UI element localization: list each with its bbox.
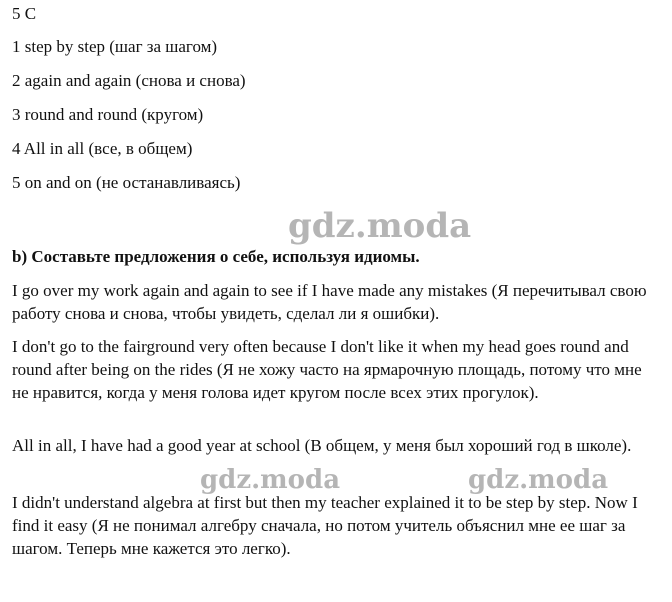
sentence-2: I don't go to the fairground very often because I don't like it when my head goes round and round after being on the rides (Я не хожу часто на ярмарочную площадь, потому что мне не нравится, когда у меня голова идет кругом после всех этих прогулок). bbox=[12, 337, 642, 402]
watermark-top: gdz.moda bbox=[288, 206, 472, 246]
idiom-item-4: 4 All in all (все, в общем) bbox=[12, 139, 193, 158]
sentence-3: All in all, I have had a good year at school (В общем, у меня был хороший год в школе). bbox=[12, 436, 632, 455]
task-heading: b) Составьте предложения о себе, используя идиомы. bbox=[12, 247, 420, 266]
watermark-right: gdz.moda bbox=[468, 465, 609, 495]
idiom-item-2: 2 again and again (снова и снова) bbox=[12, 71, 246, 90]
section-label: 5 C bbox=[12, 4, 37, 23]
idiom-item-3: 3 round and round (кругом) bbox=[12, 105, 204, 124]
idiom-item-1: 1 step by step (шаг за шагом) bbox=[12, 37, 218, 56]
sentence-1: I go over my work again and again to see if I have made any mistakes (Я перечитывал свою работу снова и снова, чтобы увидеть, сделал ли я ошибки). bbox=[12, 281, 647, 323]
sentence-4: I didn't understand algebra at first but then my teacher explained it to be step by step. Now I find it easy (Я не понимал алгебру сначала, но потом учитель объяснил мне ее шаг за шагом. Теперь мне кажется это легко). bbox=[12, 493, 638, 558]
watermark-left: gdz.moda bbox=[200, 465, 341, 495]
idiom-item-5: 5 on and on (не останавливаясь) bbox=[12, 173, 241, 192]
